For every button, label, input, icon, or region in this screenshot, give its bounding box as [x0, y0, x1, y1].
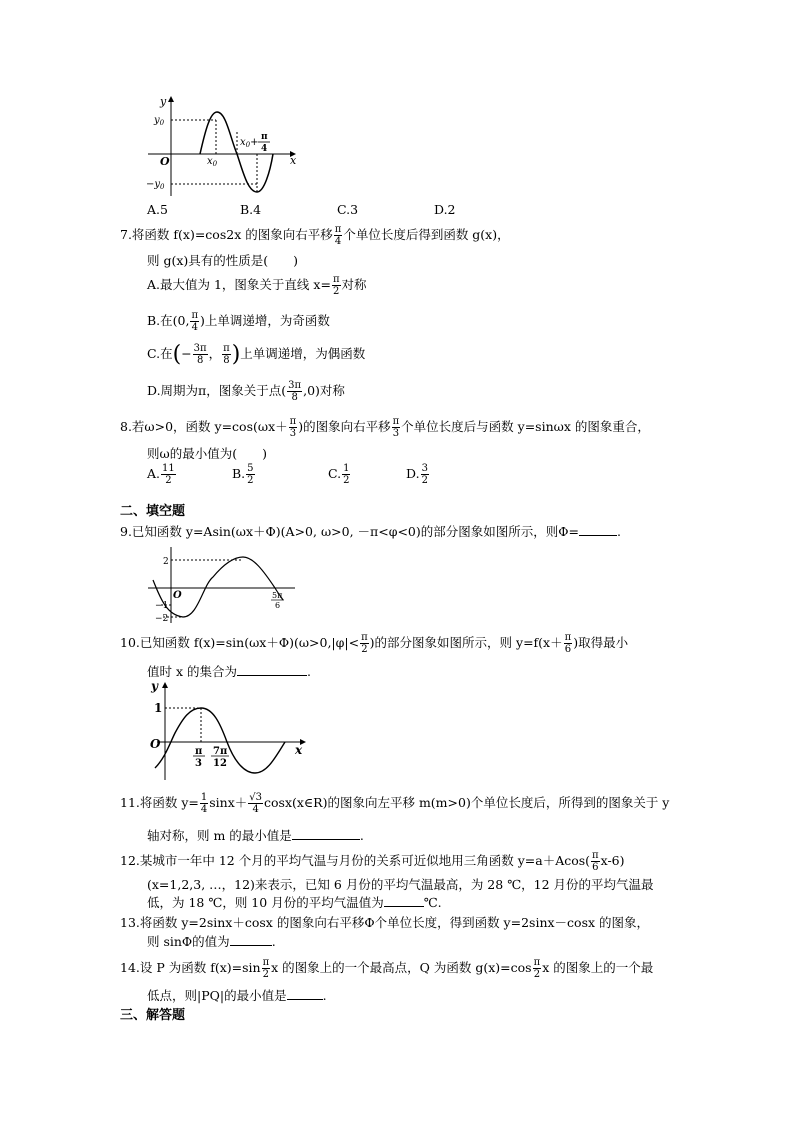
q6-option-a: A.5 — [147, 202, 168, 217]
q9-x-5pi-num: 5π — [272, 591, 283, 600]
q9-y-neg1: −1 — [155, 601, 169, 611]
q13-stem: 13.将函数 y=2sinx＋cosx 的图象向右平移Φ个单位长度，得到函数 y=2sinx－cosx 的图象， — [120, 915, 650, 930]
q6-pi-den: 4 — [261, 144, 268, 154]
q6-y-label: y — [160, 95, 167, 108]
q12-answer-blank[interactable] — [384, 905, 424, 907]
q13-answer-blank[interactable] — [230, 944, 272, 946]
q6-graph — [140, 92, 310, 200]
q9-y-2: 2 — [163, 557, 169, 567]
q12-stem: 12.某城市一年中 12 个月的平均气温与月份的关系可近似地用三角函数 y=a＋Acos( $\frac{\pi}{6}$ x-6) — [120, 850, 625, 873]
q6-x0: $x_0$ — [207, 156, 218, 168]
q10-y-label: y — [151, 679, 158, 693]
q12-stem-line3: 低，为 18 ℃，则 10 月份的平均气温值为 ℃. — [147, 895, 442, 910]
q6-pi-num: π — [261, 132, 268, 142]
q9-curve — [153, 557, 283, 617]
q8-option-b: B. $\frac{5}{2}$ — [232, 463, 254, 486]
q9-x-5pi-den: 6 — [275, 601, 281, 610]
q14-stem-line2: 低点，则|PQ|的最小值是 . — [147, 988, 327, 1003]
q14-answer-blank[interactable] — [287, 998, 323, 1000]
q10-tick2-num: 7π — [213, 746, 228, 757]
q10-graph — [145, 678, 315, 783]
q12-stem-line2: (x=1,2,3, …，12)来表示，已知 6 月份的平均气温最高，为 28 ℃，12 月份的平均气温最 — [147, 877, 654, 892]
q7-option-b: B.在(0, $\frac{\pi}{4}$ )上单调递增，为奇函数 — [147, 310, 330, 333]
q7-stem: 7.将函数 f(x)=cos2x 的图象向右平移 $\frac{\pi}{4}$ 个单位长度后得到函数 g(x)， — [120, 224, 510, 247]
q10-tick1-num: π — [195, 746, 203, 757]
q9-stem: 9.已知函数 y=Asin(ωx＋Φ)(A>0, ω>0, －π<φ<0)的部分图象如图所示，则Φ= . — [120, 524, 621, 539]
q9-origin: O — [173, 590, 182, 601]
q11-stem-line2: 轴对称，则 m 的最小值是 . — [147, 828, 364, 843]
q6-option-c: C.3 — [337, 202, 359, 217]
q6-x-label: x — [290, 154, 297, 167]
q6-y0: $y_0$ — [154, 115, 165, 127]
q10-answer-blank[interactable] — [237, 674, 307, 676]
q6-origin: O — [160, 155, 170, 168]
y-axis-arrow — [168, 96, 174, 102]
q10-stem: 10.已知函数 f(x)=sin(ωx＋Φ)(ω>0,|φ|< $\frac{\pi}{2}$ )的部分图象如图所示，则 y=f(x＋ $\frac{\pi}{6}$ )取得最小 — [120, 632, 629, 655]
q10-origin: O — [150, 737, 161, 751]
q8-option-d: D. $\frac{3}{2}$ — [406, 463, 428, 486]
q6-x0-plus-pi4: $x_0+$ — [240, 137, 259, 149]
q9-answer-blank[interactable] — [579, 534, 617, 536]
q6-option-b: B.4 — [240, 202, 262, 217]
q7-option-a: A.最大值为 1，图象关于直线 x= $\frac{\pi}{2}$ 对称 — [147, 274, 367, 297]
q11-answer-blank[interactable] — [292, 838, 360, 840]
q10-stem-line2: 值时 x 的集合为 . — [147, 664, 311, 679]
q8-stem-line2: 则ω的最小值为( ) — [147, 446, 267, 461]
q8-option-a: A. $\frac{11}{2}$ — [147, 463, 175, 486]
q13-stem-line2: 则 sinΦ的值为 . — [147, 934, 276, 949]
q11-stem: 11.将函数 y= $\frac{1}{4}$ sinx＋ $\frac{√3}{4}$ cosx(x∈R)的图象向左平移 m(m>0)个单位长度后，所得到的图象关于 y — [120, 792, 670, 815]
q7-stem-line2: 则 g(x)具有的性质是( ) — [147, 253, 299, 268]
q7-option-c: C.在(− $\frac{3\pi}{8}$ ， $\frac{\pi}{8}$ )上单调递增，为偶函数 — [147, 341, 366, 367]
section-fill-in-blank-heading: 二、填空题 — [120, 504, 186, 519]
q6-neg-y0: $-y_0$ — [146, 179, 165, 191]
q7-option-d: D.周期为π，图象关于点( $\frac{3\pi}{8}$ ,0)对称 — [147, 380, 345, 403]
q10-tick2-den: 12 — [213, 758, 227, 769]
q6-option-d: D.2 — [434, 202, 456, 217]
q9-graph — [143, 545, 303, 625]
section-solution-heading: 三、解答题 — [120, 1008, 186, 1023]
q14-stem: 14.设 P 为函数 f(x)=sin $\frac{\pi}{2}$ x 的图象上的一个最高点，Q 为函数 g(x)=cos $\frac{\pi}{2}$ x 的图象上的一个最 — [120, 957, 654, 980]
q9-y-neg2: −2 — [155, 614, 169, 624]
q8-stem: 8.若ω>0，函数 y=cos(ωx＋ $\frac{\pi}{3}$ )的图象向右平移 $\frac{\pi}{3}$ 个单位长度后与函数 y=sinωx 的图象重合， — [120, 416, 650, 439]
q10-x-label: x — [295, 743, 303, 757]
q10-tick1-den: 3 — [195, 758, 202, 769]
q10-y-1: 1 — [154, 701, 163, 715]
q8-option-c: C. $\frac{1}{2}$ — [328, 463, 350, 486]
